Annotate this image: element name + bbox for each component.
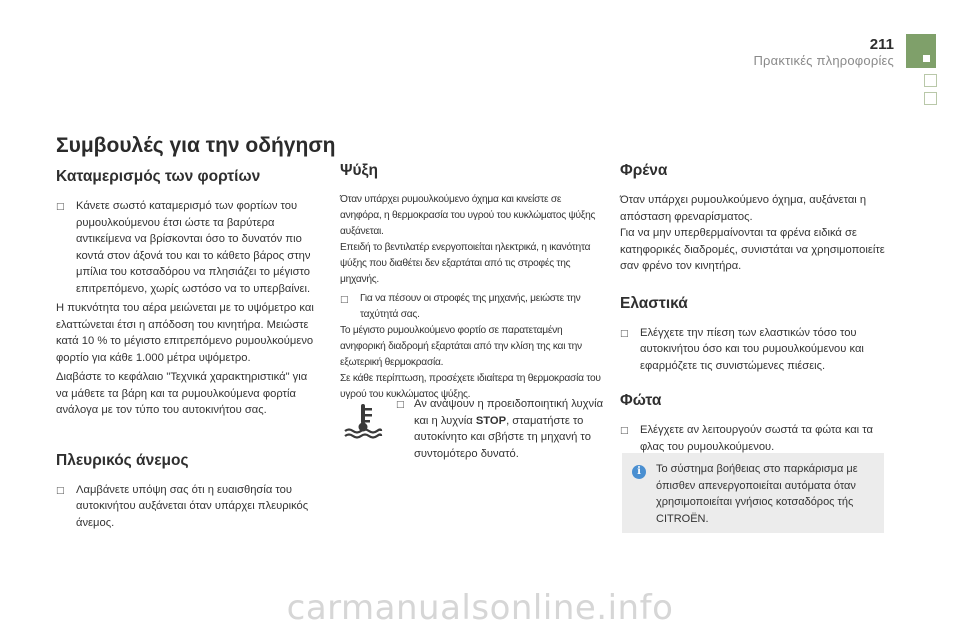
coolant-warning-block [340,396,602,486]
cooling-paragraph-1: Όταν υπάρχει ρυμουλκούμενο όχημα και κινείστε σε ανηφόρα, η θερμοκρασία του υγρού του κυκλώματος ψύξης αυξάνεται. [340,194,596,237]
brakes-paragraph-2: Για να μην υπερθερμαίνονται τα φρένα ειδικά σε κατηφορικές διαδρομές, συνιστάται να χρησιμοποιείτε σαν φρένο τον κινητήρα. [620,227,885,272]
tab-box-2 [924,92,937,105]
page-number: 211 [869,36,894,53]
brakes-paragraph-1: Όταν υπάρχει ρυμουλκούμενο όχημα, αυξάνεται η απόσταση φρεναρίσματος. [620,194,867,223]
square-bullet-icon: □ [620,328,629,339]
load-paragraph-1: Η πυκνότητα του αέρα μειώνεται με το υψόμετρο και ελαττώνεται έτσι η απόδοση του κινητήρα. Μειώστε κατά 10 % το μέγιστο επιτρεπόμενο ρυμουλκούμενο φορτίο για κάθε 1.000 μέτρα υψόμετρο. [56,302,314,364]
brakes-heading: Φρένα [620,162,668,179]
cooling-paragraph-3: Το μέγιστο ρυμουλκούμενο φορτίο σε παρατεταμένη ανηφορική διαδρομή εξαρτάται από την κλίση της και την εξωτερική θερμοκρασία. [340,325,582,368]
lights-bullet: □ Ελέγχετε αν λειτουργούν σωστά τα φώτα και τα φλας του ρυμουλκούμενου. [620,424,873,453]
page-title: Συμβουλές για την οδήγηση [56,134,336,157]
section-label: Πρακτικές πληροφορίες [753,53,894,68]
section-tab [906,34,936,68]
column-right [620,162,890,455]
tyres-bullet: □ Ελέγχετε την πίεση των ελαστικών τόσο του αυτοκινήτου όσο και του ρυμουλκούμενου και εφαρμόζετε τις συνιστώμενες πιέσεις. [620,326,864,372]
square-bullet-icon: □ [56,202,65,212]
stop-label: STOP [475,414,507,427]
square-bullet-icon: □ [396,400,405,410]
info-icon: i [632,465,646,479]
tyres-heading: Ελαστικά [620,294,688,312]
tab-box-1 [924,74,937,87]
square-bullet-icon: □ [620,426,629,436]
cooling-heading: Ψύξη [340,162,378,179]
wind-heading: Πλευρικός άνεμος [56,451,189,469]
square-bullet-icon: □ [340,295,349,305]
wind-bullet: □ Λαμβάνετε υπόψη σας ότι η ευαισθησία του αυτοκινήτου αυξάνεται όταν υπάρχει πλευρικός άνεμος. [56,483,309,529]
load-heading: Καταμερισμός των φορτίων [56,168,261,185]
watermark: carmanualsonline.info [286,588,674,628]
info-box [622,453,884,533]
load-paragraph-2: Διαβάστε το κεφάλαιο "Τεχνικά χαρακτηριστικά" για να μάθετε τα βάρη και τα ρυμουλκούμενα φορτία ανάλογα με τον τύπο του αυτοκινήτου σας. [56,371,308,416]
coolant-temperature-warning-icon [343,400,383,440]
info-text: Το σύστημα βοήθειας στο παρκάρισμα με όπισθεν απενεργοποιείται αυτόματα όταν χρησιμοποιείται γνήσιος κοτσαδόρος τής CITROËN. [656,463,858,525]
lights-heading: Φώτα [620,392,662,409]
coolant-warning-text: □ Αν ανάψουν η προειδοποιητική λυχνία και η λυχνία STOP, σταματήστε το αυτοκίνητο και σβήστε τη μηχανή το συντομότερο δυνατό. [396,398,604,460]
square-bullet-icon: □ [56,485,65,496]
cooling-paragraph-4: Σε κάθε περίπτωση, προσέχετε ιδιαίτερα τη θερμοκρασία του υγρού του κυκλώματος ψύξης. [340,373,601,400]
column-middle [340,162,602,403]
load-bullet: □ Κάνετε σωστό καταμερισμό των φορτίων του ρυμουλκούμενου έτσι ώστε τα βαρύτερα αντικείμενα να βρίσκονται όσο το δυνατόν πιο κοντά στον άξονά του και το κάθετο βάρος στην μπίλια του κοτσαδόρου να πλησιάζει το μέγιστο επιτρεπόμενο, χωρίς ωστόσο να το υπερβαίνει. [56,200,311,295]
column-left [56,168,314,531]
tab-square-icon [923,55,930,62]
cooling-bullet: □ Για να πέσουν οι στροφές της μηχανής, μειώστε την ταχύτητά σας. [340,293,581,320]
cooling-paragraph-2: Επειδή το βεντιλατέρ ενεργοποιείται ηλεκτρικά, η ικανότητα ψύξης που διαθέτει δεν εξαρτάται από τις στροφές της μηχανής. [340,242,591,285]
